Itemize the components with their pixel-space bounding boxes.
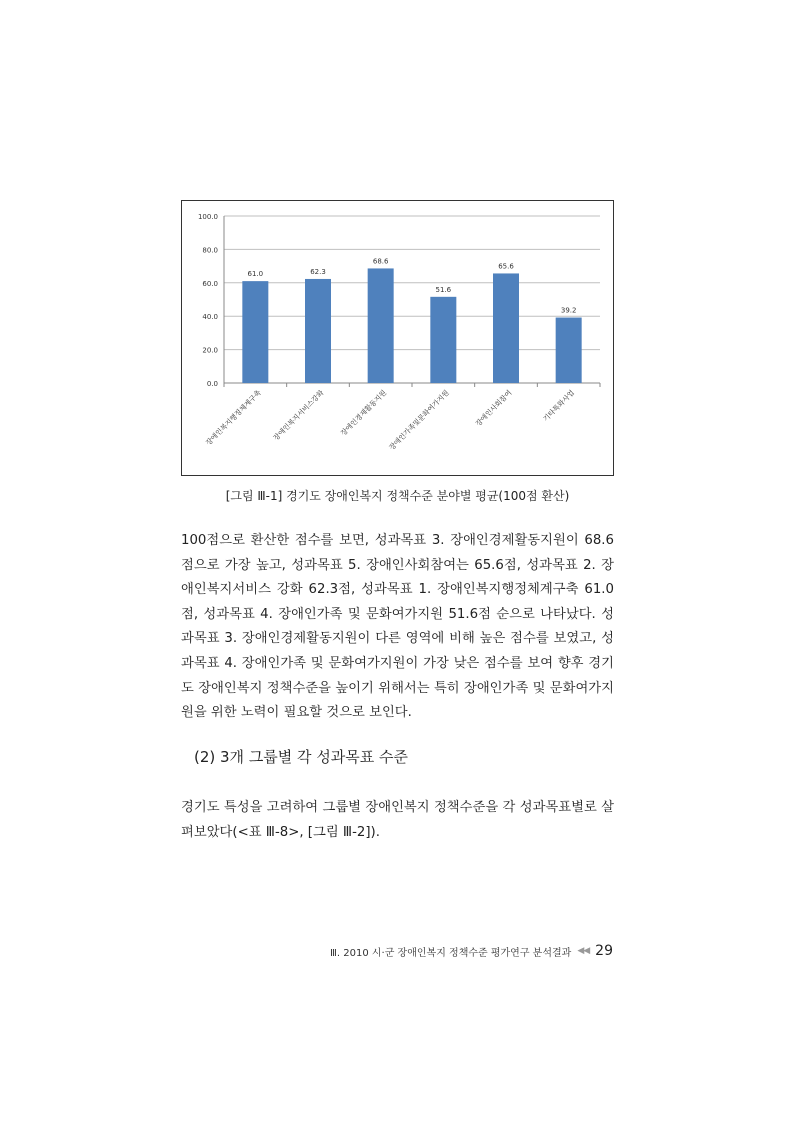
running-title: Ⅲ. 2010 시·군 장애인복지 정책수준 평가연구 분석결과 bbox=[330, 947, 572, 959]
x-tick-label: 장애인복지서비스강화 bbox=[271, 388, 326, 443]
data-label: 68.6 bbox=[372, 257, 389, 266]
x-tick-label: 기타특화사업 bbox=[541, 388, 577, 424]
y-tick-label: 0.0 bbox=[206, 380, 218, 388]
page-footer bbox=[330, 943, 613, 959]
body-paragraph-2: 경기도 특성을 고려하여 그룹별 장애인복지 정책수준을 각 성과목표별로 살펴보았다(<표 Ⅲ-8>, [그림 Ⅲ-2]). bbox=[181, 800, 614, 840]
y-tick-label: 80.0 bbox=[202, 246, 218, 255]
bar bbox=[493, 273, 519, 383]
page-number: 29 bbox=[595, 943, 613, 959]
data-label: 61.0 bbox=[247, 270, 264, 279]
x-tick-label: 장애인가족및문화여가지원 bbox=[387, 388, 451, 452]
data-label: 62.3 bbox=[310, 267, 326, 276]
data-label: 39.2 bbox=[560, 306, 577, 315]
bar bbox=[430, 297, 456, 383]
figure-caption: [그림 Ⅲ-1] 경기도 장애인복지 정책수준 분야별 평균(100점 환산) bbox=[225, 489, 570, 503]
section-subheading: (2) 3개 그룹별 각 성과목표 수준 bbox=[194, 748, 409, 766]
y-tick-label: 20.0 bbox=[202, 346, 218, 355]
bar bbox=[556, 318, 582, 383]
x-tick-label: 장애인복지행정체계구축 bbox=[204, 388, 263, 448]
x-tick-label: 장애인경제활동지원 bbox=[339, 388, 389, 438]
data-label: 51.6 bbox=[435, 285, 452, 294]
body-paragraph-1: 100점으로 환산한 점수를 보면, 성과목표 3. 장애인경제활동지원이 68.6점으로 가장 높고, 성과목표 5. 장애인사회참여는 65.6점, 성과목표 2. 장애인복지서비스 강화 62.3점, 성과목표 1. 장애인복지행정체계구축 61.0점, 성과목표 4. 장애인가족 및 문화여가지원 51.6점 순으로 나타났다. 성과목표 3. 장애인경제활동지원이 다른 영역에 비해 높은 점수를 보였고, 성과목표 4. 장애인가족 및 문화여가지원이 가장 낮은 점수를 보여 향후 경기도 장애인복지 정책수준을 높이기 위해서는 특히 장애인가족 및 문화여가지원을 위한 노력이 필요할 것으로 보인다. bbox=[181, 533, 614, 721]
chart-canvas bbox=[182, 201, 613, 475]
bar bbox=[368, 268, 394, 383]
y-tick-label: 60.0 bbox=[202, 279, 218, 288]
data-label: 65.6 bbox=[498, 262, 514, 271]
bar bbox=[242, 281, 268, 383]
bar-chart bbox=[181, 200, 614, 476]
y-tick-label: 40.0 bbox=[202, 313, 218, 322]
x-tick-label: 장애인사회참여 bbox=[474, 388, 514, 428]
y-tick-label: 100.0 bbox=[197, 213, 218, 221]
double-arrow-left-icon: ◀◀ bbox=[577, 946, 590, 956]
bar bbox=[305, 279, 331, 383]
